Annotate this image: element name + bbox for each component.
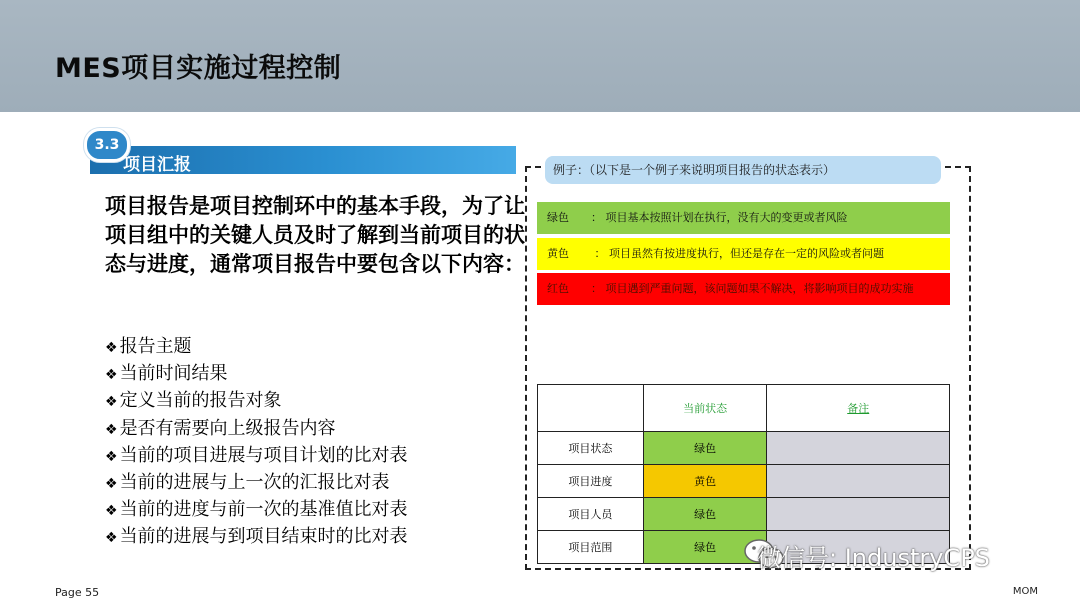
bullet-list — [105, 334, 408, 552]
list-item: ❖ 是否有需要向上级报告内容 — [105, 417, 336, 439]
diamond-bullet-icon: ❖ — [105, 503, 118, 520]
row-note — [767, 465, 950, 498]
table-header-row — [538, 385, 950, 432]
example-caption: 例子：（以下是一个例子来说明项目报告的状态表示） — [545, 156, 941, 184]
status-green-row: 绿色 ： 项目基本按照计划在执行，没有大的变更或者风险 — [537, 202, 950, 234]
row-label: 项目状态 — [538, 432, 644, 465]
diamond-bullet-icon: ❖ — [105, 394, 118, 411]
table-row — [538, 498, 950, 531]
notes-link[interactable]: 备注 — [847, 402, 870, 415]
row-note — [767, 498, 950, 531]
status-yellow-row: 黄色 ： 项目虽然有按进度执行，但还是存在一定的风险或者问题 — [537, 238, 950, 270]
list-item: ❖ 当前时间结果 — [105, 363, 228, 385]
section-label: 项目汇报 — [123, 155, 191, 175]
row-status: 绿色 — [643, 432, 767, 465]
row-label: 项目进度 — [538, 465, 644, 498]
header-cell-blank — [538, 385, 644, 432]
table-row — [538, 465, 950, 498]
row-status: 黄色 — [643, 465, 767, 498]
row-label: 项目人员 — [538, 498, 644, 531]
list-item: ❖ 当前的项目进展与项目计划的比对表 — [105, 444, 408, 466]
status-red-row: 红色 ： 项目遇到严重问题，该问题如果不解决，将影响项目的成功实施 — [537, 273, 950, 305]
header-cell-notes — [767, 385, 950, 432]
header-cell-current-status: 当前状态 — [643, 385, 767, 432]
footer-label: MOM — [1012, 586, 1038, 597]
list-item: ❖ 定义当前的报告对象 — [105, 390, 282, 412]
page-title: MES项目实施过程控制 — [55, 53, 342, 84]
diamond-bullet-icon: ❖ — [105, 530, 118, 547]
page-number: Page 55 — [55, 586, 100, 599]
row-label: 项目范围 — [538, 531, 644, 564]
diamond-bullet-icon: ❖ — [105, 448, 118, 465]
row-status: 绿色 — [643, 498, 767, 531]
list-item: ❖ 报告主题 — [105, 336, 192, 357]
diamond-bullet-icon: ❖ — [105, 340, 118, 356]
list-item: ❖ 当前的进展与到项目结束时的比对表 — [105, 526, 408, 548]
list-item: ❖ 当前的进度与前一次的基准值比对表 — [105, 499, 408, 521]
diamond-bullet-icon: ❖ — [105, 476, 118, 493]
row-status: 绿色 — [643, 531, 767, 564]
row-note — [767, 432, 950, 465]
watermark-text: 微信号: IndustryCPS — [757, 544, 990, 572]
diamond-bullet-icon: ❖ — [105, 421, 118, 438]
table-row — [538, 432, 950, 465]
list-item: ❖ 当前的进展与上一次的汇报比对表 — [105, 472, 390, 494]
section-number-badge: 3.3 — [84, 128, 130, 162]
intro-paragraph: 项目报告是项目控制环中的基本手段，为了让项目组中的关键人员及时了解到当前项目的状态与进度，通常项目报告中要包含以下内容： — [105, 194, 525, 276]
diamond-bullet-icon: ❖ — [105, 367, 118, 384]
